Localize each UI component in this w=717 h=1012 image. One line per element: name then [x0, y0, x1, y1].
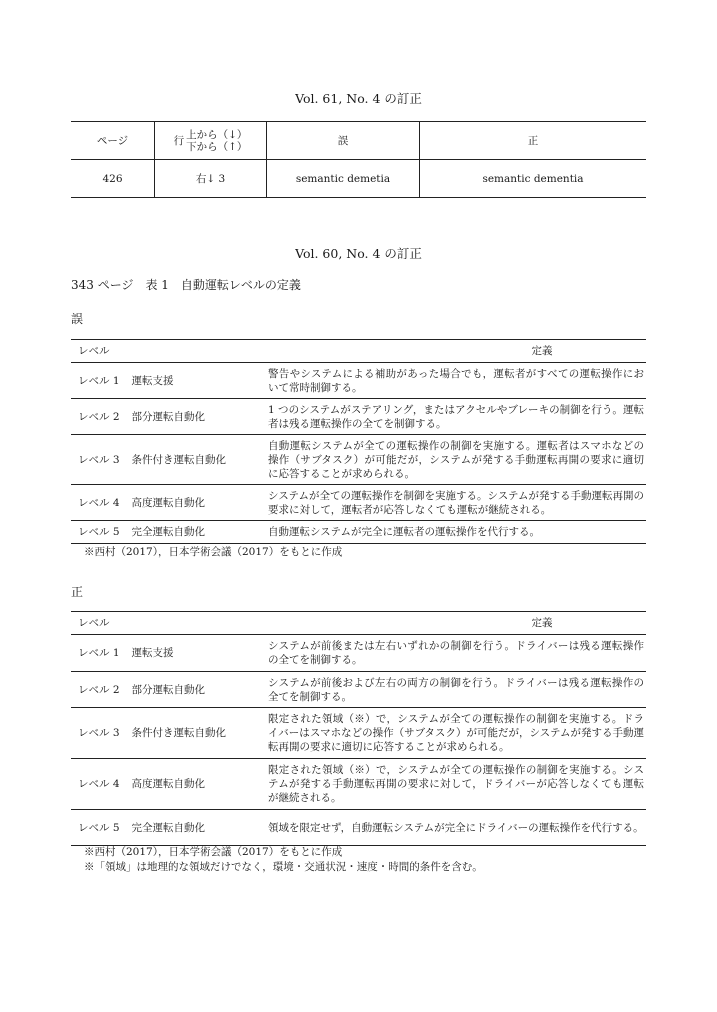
level-cell: [71, 708, 268, 759]
level-name: 運転支援: [131, 374, 174, 387]
cell-correct: semantic dementia: [482, 172, 584, 185]
table-row: [71, 160, 646, 198]
errata2-caption: 343 ページ 表 1 自動運転レベルの定義: [71, 278, 301, 292]
level-name: 運転支援: [131, 647, 174, 659]
cell-page: 426: [71, 160, 155, 198]
errata1-table: [71, 121, 646, 198]
header-definition: 定義: [268, 340, 646, 363]
wrong-label: 誤: [71, 312, 84, 326]
correct-header-row: [71, 612, 646, 635]
table-row: [71, 708, 646, 759]
level-name: 条件付き運転自動化: [131, 453, 227, 466]
level-name: 完全運転自動化: [131, 526, 206, 538]
level-name: 高度運転自動化: [131, 778, 206, 790]
correct-table-note-1: ※西村（2017），日本学術会議（2017）をもとに作成: [84, 846, 343, 858]
level-number: レベル 4: [78, 778, 120, 790]
definition-cell: システムが前後および左右の両方の制御を行う。ドライバーは残る運転操作の全てを制御する。: [268, 672, 646, 708]
errata2-title: Vol. 60, No. 4 の訂正: [295, 246, 422, 261]
correct-table: [71, 611, 646, 846]
level-cell: [71, 435, 268, 485]
definition-cell: 1 つのシステムがステアリング，またはアクセルやブレーキの制御を行う。運転者は残る運転操作の全てを制御する。: [268, 399, 646, 435]
definition-cell: 領域を限定せず，自動運転システムが完全にドライバーの運転操作を代行する。: [268, 821, 644, 834]
level-name: 条件付き運転自動化: [131, 727, 227, 739]
header-correct: 正: [420, 122, 647, 160]
level-cell: [71, 485, 268, 521]
level-name: 部分運転自動化: [131, 683, 206, 696]
level-number: レベル 2: [78, 410, 120, 423]
wrong-table: [71, 339, 646, 544]
header-row: [155, 122, 267, 160]
correct-label: 正: [71, 585, 84, 599]
errata1-title: Vol. 61, No. 4 の訂正: [295, 91, 422, 106]
level-cell: [71, 759, 268, 810]
header-wrong: 誤: [267, 122, 420, 160]
table-row: [71, 810, 646, 846]
table-row: [71, 399, 646, 435]
table-row: [71, 521, 646, 544]
level-cell: [71, 810, 268, 846]
definition-cell: システムが全ての運転操作を制御を実施する。システムが発する手動運転再開の要求に対して，運転者が応答しなくても運転が継続される。: [268, 485, 646, 521]
header-page: ページ: [71, 122, 155, 160]
level-number: レベル 1: [78, 647, 120, 659]
definition-cell: システムが前後または左右いずれかの制御を行う。ドライバーは残る運転操作の全てを制御する。: [268, 635, 646, 672]
header-row-label: 行: [173, 135, 185, 147]
level-name: 高度運転自動化: [131, 496, 206, 509]
table-row: [71, 759, 646, 810]
definition-cell: 警告やシステムによる補助があった場合でも，運転者がすべての運転操作において常時制御する。: [268, 363, 646, 399]
wrong-header-row: [71, 340, 646, 363]
table-row: [71, 363, 646, 399]
level-name: 部分運転自動化: [131, 410, 206, 423]
level-number: レベル 2: [78, 683, 120, 696]
level-cell: [71, 399, 268, 435]
level-number: レベル 1: [78, 374, 120, 387]
level-number: レベル 3: [78, 453, 120, 466]
errata1-header-row: [71, 122, 646, 160]
wrong-table-note: ※西村（2017），日本学術会議（2017）をもとに作成: [84, 546, 343, 558]
header-level: レベル: [71, 340, 268, 363]
definition-cell: 自動運転システムが完全に運転者の運転操作を代行する。: [268, 526, 540, 538]
level-cell: [71, 363, 268, 399]
definition-cell: 自動運転システムが全ての運転操作の制御を実施する。運転者はスマホなどの操作（サブタスク）が可能だが，システムが発する手動運転再開の要求に適切に応答することが求められる。: [268, 435, 646, 485]
header-level: レベル: [71, 612, 268, 635]
level-cell: [71, 672, 268, 708]
definition-cell: 限定された領域（※）で，システムが全ての運転操作の制御を実施する。システムが発する手動運転再開の要求に対して，ドライバーが応答しなくても運転が継続される。: [268, 759, 646, 810]
header-row-from-top: 上から（↓）: [186, 128, 248, 141]
level-number: レベル 3: [78, 727, 120, 739]
header-row-from-bottom: 下から（↑）: [186, 140, 248, 153]
level-number: レベル 5: [78, 821, 120, 834]
table-row: [71, 672, 646, 708]
level-number: レベル 4: [78, 496, 120, 509]
level-cell: [71, 635, 268, 672]
cell-line: 右↓ 3: [155, 160, 267, 198]
level-cell: [71, 521, 268, 544]
table-row: [71, 435, 646, 485]
correct-table-note-2: ※「領域」は地理的な領域だけでなく，環境・交通状況・速度・時間的条件を含む。: [84, 861, 483, 873]
level-number: レベル 5: [78, 526, 120, 538]
table-row: [71, 485, 646, 521]
table-row: [71, 635, 646, 672]
definition-cell: 限定された領域（※）で，システムが全ての運転操作の制御を実施する。ドライバーはスマホなどの操作（サブタスク）が可能だが，システムが発する手動運転再開の要求に適切に応答することが求められる。: [268, 708, 646, 759]
header-definition: 定義: [268, 612, 646, 635]
cell-wrong: semantic demetia: [267, 160, 420, 198]
level-name: 完全運転自動化: [131, 821, 206, 834]
